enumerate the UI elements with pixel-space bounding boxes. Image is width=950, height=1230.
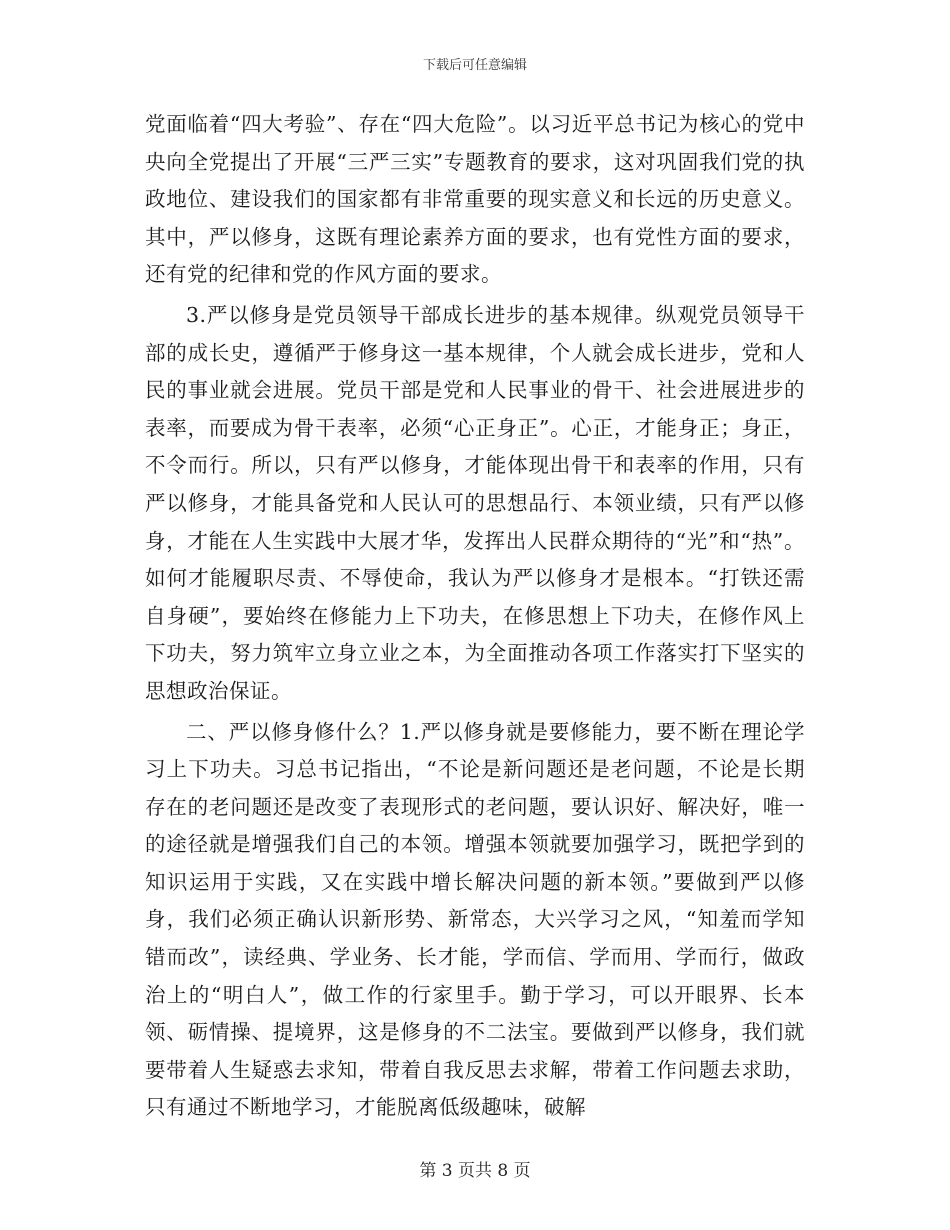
paragraph-1: 党面临着“四大考验”、存在“四大危险”。以习近平总书记为核心的党中央向全党提出了开展“三严三实”专题教育的要求，这对巩固我们党的执政地位、建设我们的国家都有非常重要的现实意义和长远的历史意义。其中，严以修身，这既有理论素养方面的要求，也有党性方面的要求，还有党的纪律和党的作风方面的要求。 [145,112,805,287]
paragraph-2: 3.严以修身是党员领导干部成长进步的基本规律。纵观党员领导干部的成长史，遵循严于修身这一基本规律，个人就会成长进步，党和人民的事业就会进展。党员干部是党和人民事业的骨干、社会进展进步的表率，而要成为骨干表率，必须“心正身正”。心正，才能身正；身正，不令而行。所以，只有严以修身，才能体现出骨干和表率的作用，只有严以修身，才能具备党和人民认可的思想品行、本领业绩，只有严以修身，才能在人生实践中大展才华，发挥出人民群众期待的“光”和“热”。如何才能履职尽责、不辱使命，我认为严以修身才是根本。“打铁还需自身硬”，要始终在修能力上下功夫，在修思想上下功夫，在修作风上下功夫，努力筑牢立身立业之本，为全面推动各项工作落实打下坚实的思想政治保证。 [145,302,805,703]
paragraph-3: 二、严以修身修什么？1.严以修身就是要修能力，要不断在理论学习上下功夫。习总书记指出，“不论是新问题还是老问题，不论是长期存在的老问题还是改变了表现形式的老问题，要认识好、解决好，唯一的途径就是增强我们自己的本领。增强本领就要加强学习，既把学到的知识运用于实践，又在实践中增长解决问题的新本领。”要做到严以修身，我们必须正确认识新形势、新常态，大兴学习之风，“知羞而学知错而改”，读经典、学业务、长才能，学而信、学而用、学而行，做政治上的“明白人”，做工作的行家里手。勤于学习，可以开眼界、长本领、砺情操、提境界，这是修身的不二法宝。要做到严以修身，我们就要带着人生疑惑去求知，带着自我反思去求解，带着工作问题去求助，只有通过不断地学习，才能脱离低级趣味，破解 [145,719,805,1120]
header-note: 下载后可任意编辑 [422,58,527,73]
document-body [145,106,805,1130]
page-footer: 第 3 页共 8 页 [419,1161,531,1181]
